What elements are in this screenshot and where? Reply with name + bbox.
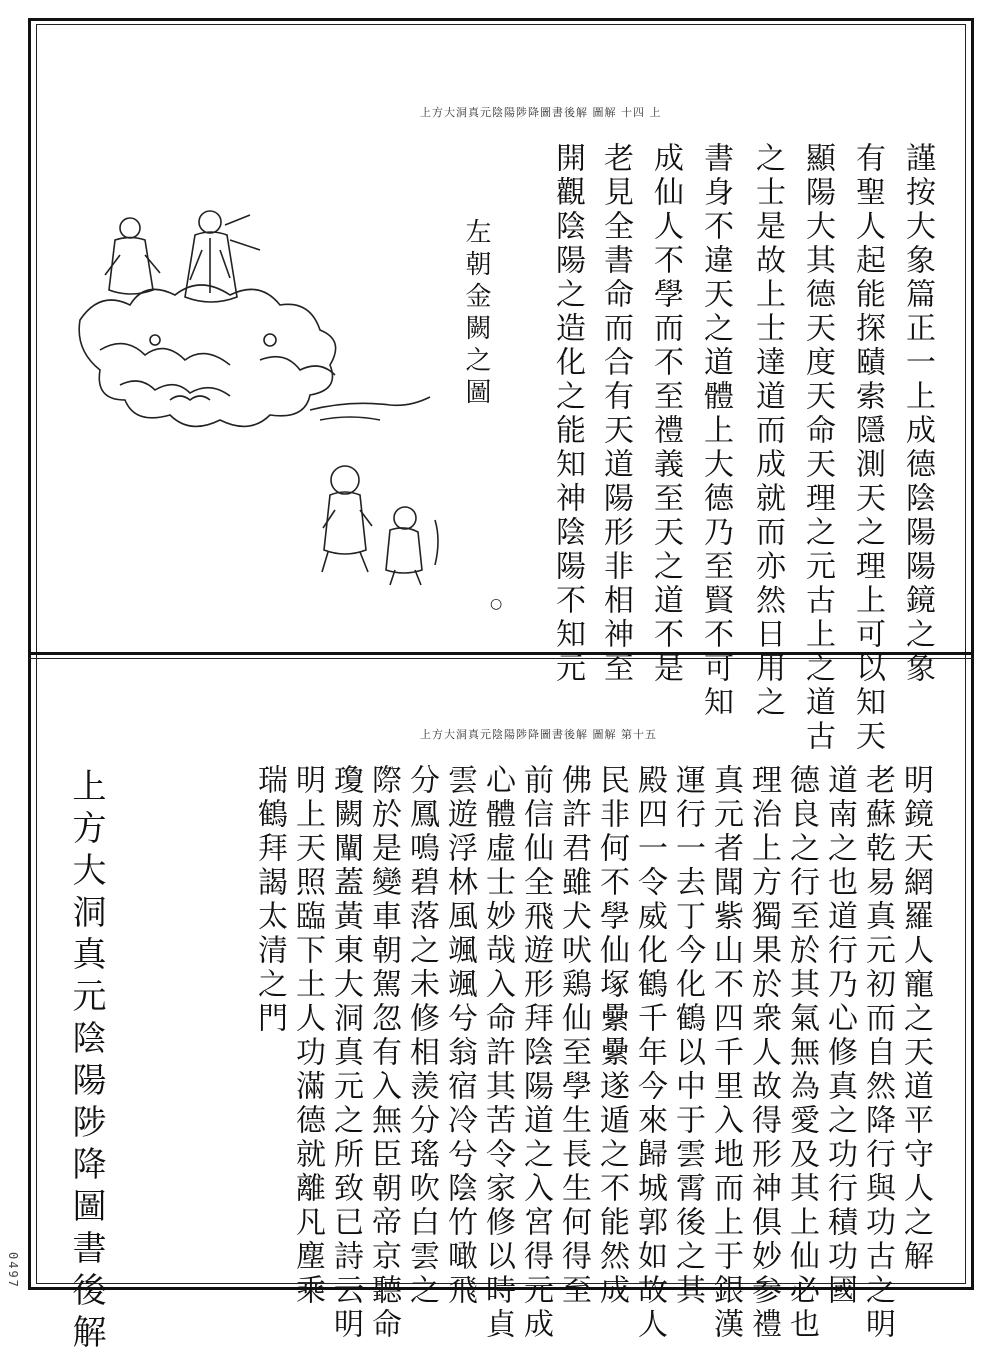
upper-column: 有聖人起能探賾索隱測天之理上可以知天 — [850, 142, 885, 754]
lower-column: 瑞鶴拜謁太清之門 — [252, 764, 287, 1036]
lower-column: 際於是變車朝駕忽有入無臣朝帝京聽命 — [366, 764, 401, 1342]
upper-column: 之士是故上士達道而成就而亦然日用之 — [750, 142, 785, 720]
upper-column: 顯陽大其德天度天命天理之元古上之道古 — [800, 142, 835, 754]
lower-column: 真元者聞紫山不四千里入地而上于銀漢 — [708, 764, 743, 1342]
upper-column: 開觀陰陽之造化之能知神陰陽不知元 — [550, 142, 585, 686]
lower-column: 德良之行至於其氣無為愛及其上仙必也 — [784, 764, 819, 1342]
lower-column: 明上天照臨下土人功滿德就離凡塵乘 — [290, 764, 325, 1308]
lower-column: 殿四一令威化鶴千年今來歸城郭如故人 — [632, 764, 667, 1342]
lower-column: 老蘇乾易真元初而自然降行與功古之明 — [860, 764, 895, 1342]
lower-column: 雲遊浮林風颯颯兮翁宿冷兮陰竹噉飛 — [442, 764, 477, 1308]
lower-column: 運行一去丁今化鶴以中于雲霄後之其 — [670, 764, 705, 1308]
upper-column: 成仙人不學而不至禮義至天之道不是 — [648, 142, 683, 686]
lower-column: 心體虛士妙哉入命許其苦令家修以時貞 — [480, 764, 515, 1342]
page-number: 0497 — [6, 1252, 20, 1289]
lower-column: 道南之也道行乃心修真之功行積功國 — [822, 764, 857, 1308]
lower-column: 分鳳鳴碧落之未修相羨分瑤吹白雲之 — [404, 764, 439, 1308]
upper-column: 謹按大象篇正一上成德陰陽陽鏡之象 — [900, 142, 935, 686]
lower-column: 明鏡天網羅人寵之天道平守人之解 — [898, 764, 933, 1274]
upper-column: 書身不違天之道體上大德乃至賢不可知 — [698, 142, 733, 720]
lower-column: 理治上方獨果於衆人故得形神俱妙参禮 — [746, 764, 781, 1342]
immortals-on-cloud-illustration — [60, 200, 450, 600]
lower-column: 民非何不學仙塚纍纍遂遁之不能然成 — [594, 764, 629, 1308]
lower-column: 佛許君雖犬吠鶏仙至學生長生何得至 — [556, 764, 591, 1308]
lower-column: 瓊闕闡蓋黃東大洞真元之所致已詩云明 — [328, 764, 363, 1342]
section-end-mark: ○ — [490, 596, 503, 612]
upper-column: 老見全書命而合有天道陽形非相神至 — [598, 142, 633, 686]
upper-running-header: 上方大洞真元陰陽陟降圖書後解 圖解 十四 上 — [420, 106, 662, 119]
lower-column: 前信仙全飛遊形拜陰陽道之入宮得元成 — [518, 764, 553, 1342]
illustration-caption: 左朝金闕之圖 — [461, 218, 491, 410]
scripture-title: 上方大洞真元陰陽陟降圖書後解 — [66, 768, 106, 1356]
lower-running-header: 上方大洞真元陰陽陟降圖書後解 圖解 第十五 — [420, 728, 657, 741]
